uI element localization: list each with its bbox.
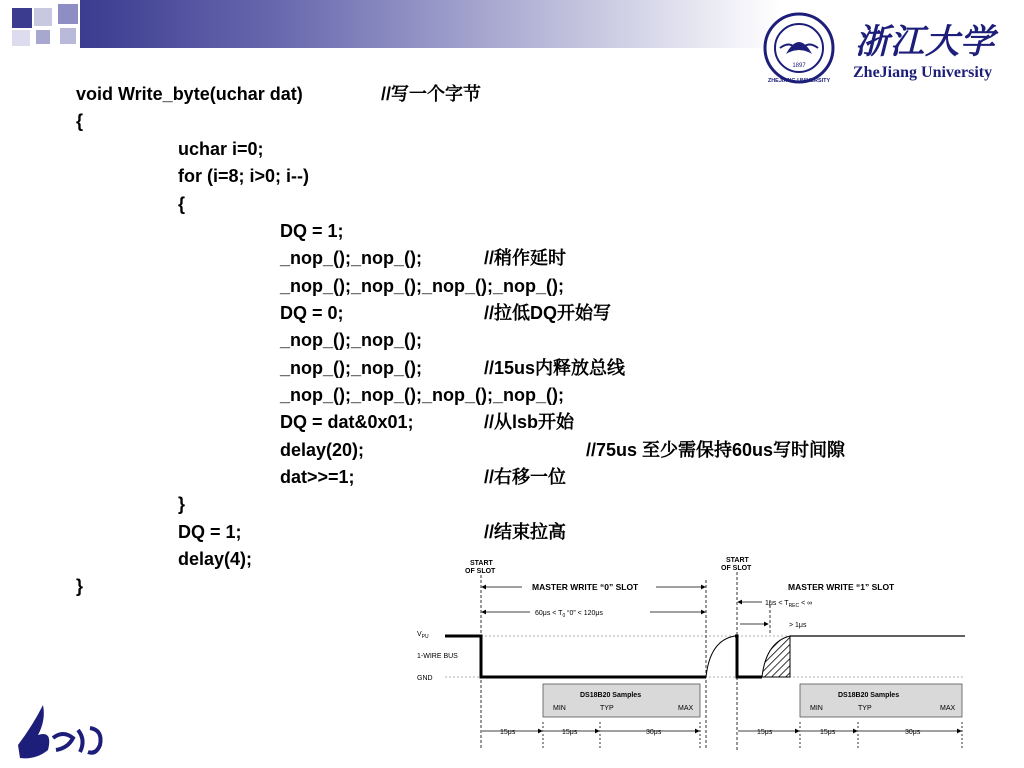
comment-delay-short: //稍作延时: [484, 248, 567, 268]
bus-recovery-curve: [706, 636, 735, 677]
start-slot-right-line2: OF SLOT: [721, 565, 752, 572]
samples-window-1-min: MIN: [810, 705, 823, 712]
start-slot-left-line2: OF SLOT: [465, 568, 496, 575]
comment-from-lsb: //从lsb开始: [484, 412, 575, 432]
start-slot-right-line1: START: [726, 557, 749, 564]
corner-square-dark-2: [58, 4, 78, 24]
code-line-16: }: [178, 494, 186, 514]
comment-pull-low: //拉低DQ开始写: [484, 303, 612, 323]
t0-range-label: $60\mu s < T_0$ “0” < 120μs: [535, 610, 603, 619]
code-line-10: _nop_();_nop_();: [280, 330, 422, 350]
university-english-name: ZheJiang University: [853, 64, 993, 81]
comment-end-pull-high: //结束拉高: [484, 522, 567, 542]
master-write-1-label: MASTER WRITE “1” SLOT: [788, 582, 895, 592]
code-line-5: {: [178, 194, 186, 214]
wire-bus-label: 1-WIRE BUS: [417, 653, 458, 660]
write-slot-timing-diagram: [410, 550, 985, 765]
header-gradient-bar: [80, 0, 780, 48]
dur-label-0-2: 15μs: [562, 729, 578, 736]
code-line-1: void Write_byte(uchar dat): [76, 84, 303, 104]
comment-header: //写一个字节: [381, 84, 482, 104]
bus-waveform-write1: [735, 636, 762, 677]
code-line-14: delay(20);: [280, 440, 365, 460]
code-line-7: _nop_();_nop_();: [280, 248, 422, 268]
dur-label-1-1: 15μs: [757, 729, 773, 736]
master-write-0-label: MASTER WRITE “0” SLOT: [532, 582, 639, 592]
dur-label-0-3: 30μs: [646, 729, 662, 736]
comment-release-bus: //15us内释放总线: [484, 358, 626, 378]
corner-square-light-3: [60, 28, 76, 44]
samples-window-0: [543, 684, 700, 717]
gt-1us-label: > 1μs: [789, 622, 807, 629]
code-line-17: DQ = 1;: [178, 522, 242, 542]
samples-window-1-max: MAX: [940, 705, 956, 712]
code-line-4: for (i=8; i>0; i--): [178, 166, 310, 186]
code-line-13: DQ = dat&0x01;: [280, 412, 414, 432]
code-line-3: uchar i=0;: [178, 139, 264, 159]
samples-window-1-typ: TYP: [858, 705, 872, 712]
code-line-18: delay(4);: [178, 549, 253, 569]
code-line-8: _nop_();_nop_();_nop_();_nop_();: [280, 276, 564, 296]
samples-window-0-label: DS18B20 Samples: [580, 692, 642, 699]
code-line-11: _nop_();_nop_();: [280, 358, 422, 378]
code-line-9: DQ = 0;: [280, 303, 344, 323]
code-line-2: {: [76, 111, 84, 131]
code-line-19: }: [76, 576, 84, 596]
dur-label-0-1: 15μs: [500, 729, 516, 736]
samples-window-1: [800, 684, 962, 717]
seal-year: 1897: [792, 63, 806, 69]
code-line-6: DQ = 1;: [280, 221, 344, 241]
start-slot-left-line1: START: [470, 560, 493, 567]
seal-text: ZHEJIANG UNIVERSITY: [767, 78, 831, 84]
gnd-label: GND: [417, 675, 433, 682]
samples-window-0-min: MIN: [553, 705, 566, 712]
samples-window-0-typ: TYP: [600, 705, 614, 712]
corner-square-light-4: [36, 30, 50, 44]
corner-square-dark-1: [12, 8, 32, 28]
dur-label-1-2: 15μs: [820, 729, 836, 736]
university-chinese-name: 浙江大学: [855, 22, 995, 62]
samples-window-0-max: MAX: [678, 705, 694, 712]
comment-min-hold: //75us 至少需保持60us写时间隙: [586, 440, 846, 460]
corner-square-light-1: [34, 8, 52, 26]
code-line-12: _nop_();_nop_();_nop_();_nop_();: [280, 385, 564, 405]
calligraphy-mark-icon: [8, 700, 118, 765]
trec-label: $1\mu s < T_{REC}$ < ∞: [765, 600, 813, 609]
vpu-label: $V_{PU}$: [417, 631, 429, 640]
dur-label-1-3: 30μs: [905, 729, 921, 736]
corner-square-light-2: [12, 30, 30, 46]
bus-waveform-write0: [445, 636, 706, 677]
samples-window-1-label: DS18B20 Samples: [838, 692, 900, 699]
bus-release-hatch: [762, 636, 790, 677]
comment-shift-right: //右移一位: [484, 467, 567, 487]
code-line-15: dat>>=1;: [280, 467, 355, 487]
